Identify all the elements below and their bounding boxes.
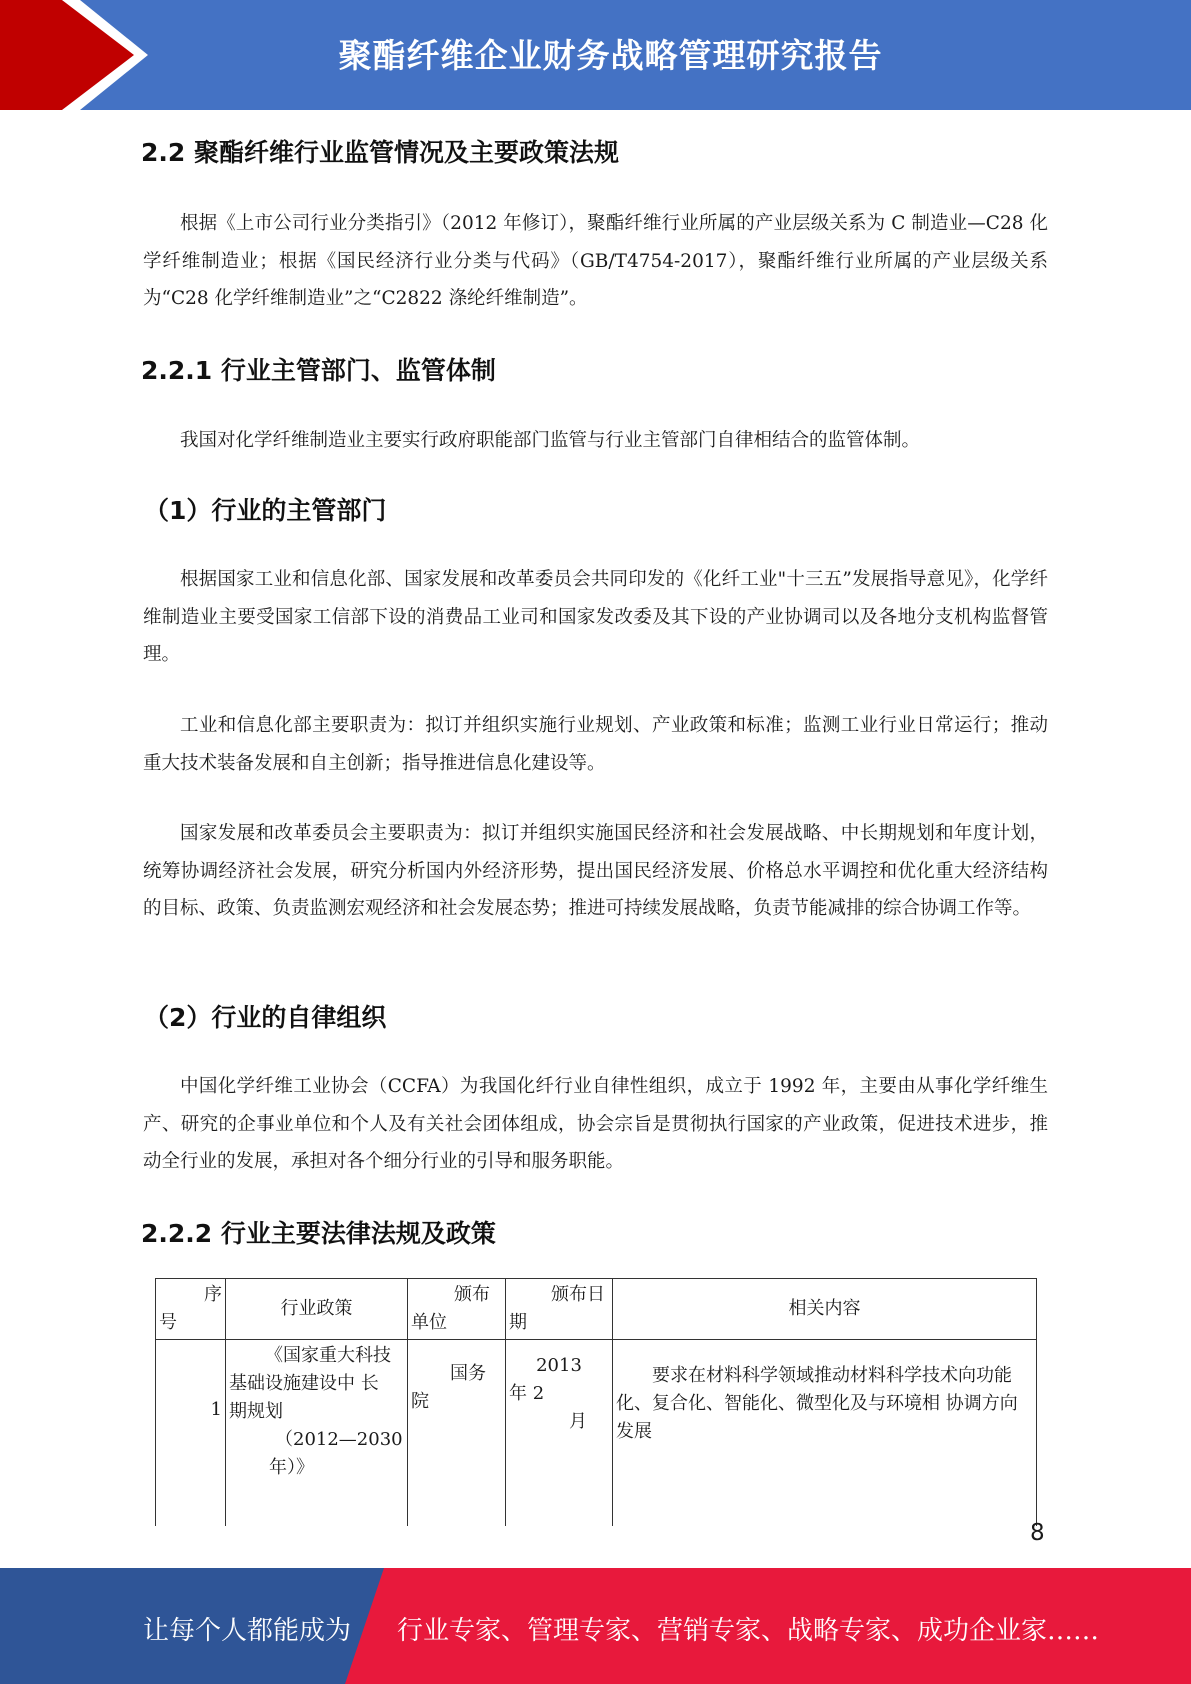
table-header-row [156, 1279, 1037, 1340]
subsection-heading-2: （2）行业的自律组织 [144, 1003, 387, 1032]
cell-text: 《国家重大科技 [265, 1345, 391, 1366]
policy-table [155, 1278, 1037, 1526]
subsection-heading-1: （1）行业的主管部门 [144, 496, 387, 525]
paragraph: 中国化学纤维工业协会（CCFA）为我国化纤行业自律性组织，成立于 1992 年，主要由从事化学纤维生产、研究的企事业单位和个人及有关社会团体组成，协会宗旨是贯彻执行国家的产业政策，促进技术进步，推动全行业的发展，承担对各个细分行业的引导和服务职能。 [143, 1076, 1048, 1172]
cell-date [506, 1340, 613, 1527]
page-number: 8 [1030, 1520, 1045, 1546]
paragraph: 根据国家工业和信息化部、国家发展和改革委员会共同印发的《化纤工业"十三五”发展指导意见》，化学纤维制造业主要受国家工信部下设的消费品工业司和国家发改委及其下设的产业协调司以及各地分支机构监督管理。 [143, 569, 1048, 665]
section-heading-2-2-1: 2.2.1 行业主管部门、监管体制 [141, 356, 496, 385]
header-text: 号 [159, 1312, 177, 1333]
footer-slogan-left: 让每个人都能成为 [143, 1616, 352, 1646]
header-text: 颁布日 [551, 1284, 605, 1305]
header-text: 单位 [411, 1312, 447, 1333]
cell-content: 要求在材料科学领域推动材料科学技术向功能化、复合化、智能化、微型化及与环境相 协调方向发展 [613, 1340, 1037, 1527]
paragraph: 根据《上市公司行业分类指引》（2012 年修订），聚酯纤维行业所属的产业层级关系为 C 制造业—C28 化学纤维制造业；根据《国民经济行业分类与代码》（GB/T4754-2017），聚酯纤维行业所属的产业层级关系为“C28 化学纤维制造业”之“C2822 涤纶纤维制造”。 [143, 213, 1048, 309]
cell-text: 2013 [536, 1355, 582, 1376]
cell-text: 国务 [450, 1363, 486, 1384]
section-heading-2-2-2: 2.2.2 行业主要法律法规及政策 [141, 1219, 496, 1248]
cell-policy [226, 1340, 408, 1527]
header-banner [0, 0, 1191, 110]
footer-banner [0, 1568, 1191, 1684]
header-text: 期 [509, 1312, 527, 1333]
cell-num: 1 [156, 1340, 226, 1527]
footer-slogan-right: 行业专家、管理专家、营销专家、战略专家、成功企业家…… [397, 1616, 1100, 1646]
header-cell-content: 相关内容 [613, 1279, 1037, 1340]
cell-text: 院 [411, 1391, 429, 1412]
document-title: 聚酯纤维企业财务战略管理研究报告 [338, 36, 883, 75]
paragraph: 国家发展和改革委员会主要职责为：拟订并组织实施国民经济和社会发展战略、中长期规划和年度计划，统筹协调经济社会发展，研究分析国内外经济形势，提出国民经济发展、价格总水平调控和优化重大经济结构的目标、政策、负责监测宏观经济和社会发展态势；推进可持续发展战略，负责节能减排的综合协调工作等。 [143, 823, 1048, 919]
cell-text: 年）》 [269, 1457, 314, 1478]
cell-text: 期规划 [229, 1401, 283, 1422]
header-cell-unit [408, 1279, 506, 1340]
header-cell-date [506, 1279, 613, 1340]
table-row [156, 1340, 1037, 1527]
paragraph: 我国对化学纤维制造业主要实行政府职能部门监管与行业主管部门自律相结合的监管体制。 [180, 430, 921, 451]
paragraph: 工业和信息化部主要职责为：拟订并组织实施行业规划、产业政策和标准；监测工业行业日常运行；推动重大技术装备发展和自主创新；指导推进信息化建设等。 [143, 715, 1048, 774]
header-text: 颁布 [454, 1284, 490, 1305]
header-cell-policy: 行业政策 [226, 1279, 408, 1340]
header-cell-num [156, 1279, 226, 1340]
cell-text: 基础设施建设中 长 [229, 1373, 379, 1394]
cell-text: 年 2 [509, 1383, 545, 1404]
header-text: 序 [204, 1284, 222, 1305]
cell-text: 月 [569, 1411, 587, 1432]
cell-unit [408, 1340, 506, 1527]
section-heading-2-2: 2.2 聚酯纤维行业监管情况及主要政策法规 [141, 138, 619, 167]
cell-text: （2012—2030 [275, 1429, 403, 1450]
